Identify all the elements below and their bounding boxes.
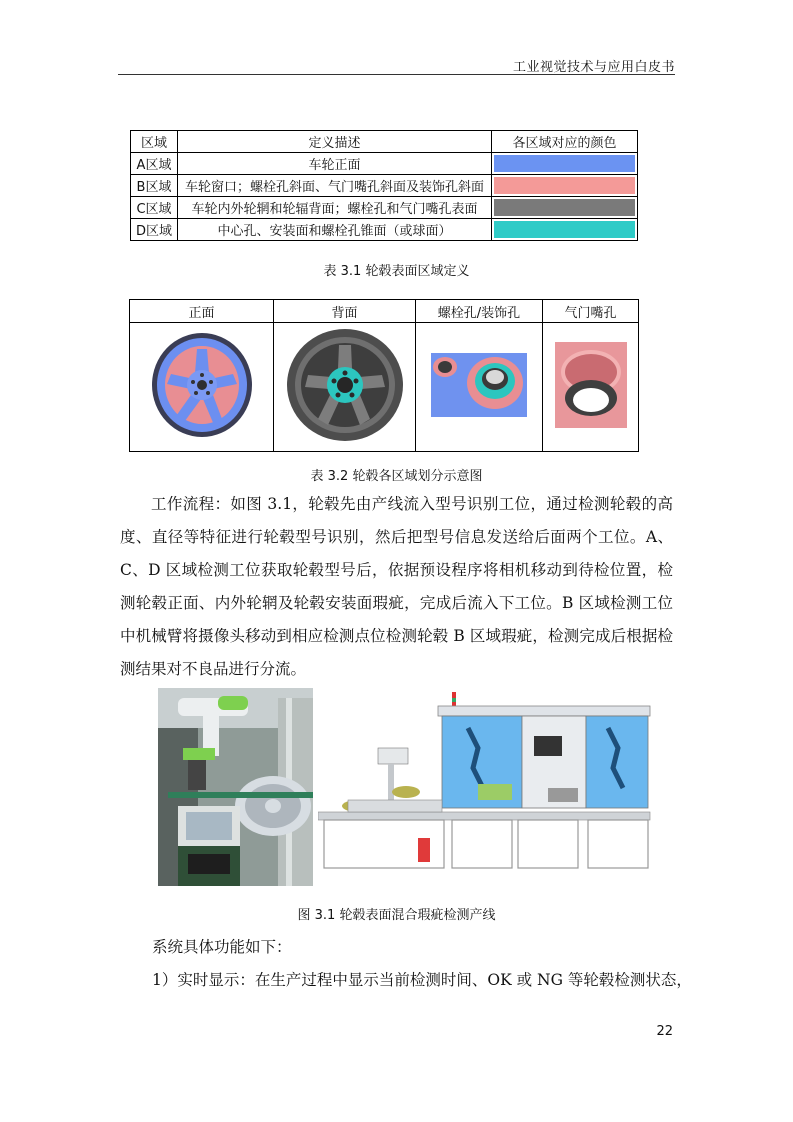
table-row	[130, 323, 639, 452]
functions-intro: 系统具体功能如下：	[152, 938, 292, 956]
header-region: 区域	[131, 131, 178, 153]
header-rule	[118, 74, 675, 75]
valve-hole-image-cell	[543, 323, 639, 452]
bolt-hole-image-cell	[416, 323, 543, 452]
header-description: 定义描述	[178, 131, 492, 153]
description-cell: 车轮窗口；螺栓孔斜面、气门嘴孔斜面及装饰孔斜面	[178, 175, 492, 197]
color-swatch-b	[494, 177, 635, 194]
workflow-paragraph: 工作流程：如图 3.1，轮毂先由产线流入型号识别工位，通过检测轮毂的高度、直径等特征进行轮毂型号识别，然后把型号信息发送给后面两个工位。A、C、D 区域检测工位获取轮毂型号后，依据预设程序将相机移动到待检位置，检测轮毂正面、内外轮辋及轮毂安装面瑕疵，完成后流入下工位。B 区域检测工位中机械臂将摄像头移动到相应检测点位检测轮毂 B 区域瑕疵，检测完成后根据检测结果对不良品进行分流。	[120, 495, 673, 678]
table-header-row	[131, 131, 638, 153]
figure-caption-3-1: 图 3.1 轮毂表面混合瑕疵检测产线	[297, 908, 496, 923]
header-valve-hole: 气门嘴孔	[543, 300, 639, 323]
back-image-cell	[274, 323, 416, 452]
color-cell	[492, 219, 638, 241]
wheel-back-image	[284, 327, 406, 443]
color-cell	[492, 197, 638, 219]
color-swatch-c	[494, 199, 635, 216]
table-header-row	[130, 300, 639, 323]
header-back: 背面	[274, 300, 416, 323]
color-swatch-a	[494, 155, 635, 172]
header-bolt-hole: 螺栓孔/装饰孔	[416, 300, 543, 323]
valve-hole-image	[555, 342, 627, 428]
page-header-title: 工业视觉技术与应用白皮书	[512, 60, 675, 75]
color-cell	[492, 175, 638, 197]
front-image-cell	[130, 323, 274, 452]
region-cell: A区域	[131, 153, 178, 175]
function-item-1: 1）实时显示：在生产过程中显示当前检测时间、OK 或 NG 等轮毂检测状态，	[152, 971, 692, 989]
description-cell: 车轮内外轮辋和轮辐背面；螺栓孔和气门嘴孔表面	[178, 197, 492, 219]
table-row	[131, 219, 638, 241]
table-row	[131, 197, 638, 219]
color-cell	[492, 153, 638, 175]
production-line-photo	[158, 688, 313, 886]
production-line-3d-render	[318, 688, 653, 886]
production-line-photo-drawing	[158, 688, 313, 886]
region-cell: D区域	[131, 219, 178, 241]
region-cell: C区域	[131, 197, 178, 219]
header-front: 正面	[130, 300, 274, 323]
region-definition-table	[130, 130, 638, 241]
description-cell: 中心孔、安装面和螺栓孔锥面（或球面）	[178, 219, 492, 241]
color-swatch-d	[494, 221, 635, 238]
description-cell: 车轮正面	[178, 153, 492, 175]
table-row	[131, 175, 638, 197]
region-illustration-table	[129, 299, 639, 452]
table-caption-3-1: 表 3.1 轮毂表面区域定义	[323, 264, 470, 279]
page-number: 22	[656, 1024, 673, 1039]
region-cell: B区域	[131, 175, 178, 197]
production-line-render-drawing	[318, 688, 653, 886]
table-row	[131, 153, 638, 175]
bolt-hole-image	[431, 353, 527, 417]
table-caption-3-2: 表 3.2 轮毂各区域划分示意图	[310, 469, 483, 484]
wheel-front-image	[147, 329, 257, 441]
header-color: 各区域对应的颜色	[492, 131, 638, 153]
